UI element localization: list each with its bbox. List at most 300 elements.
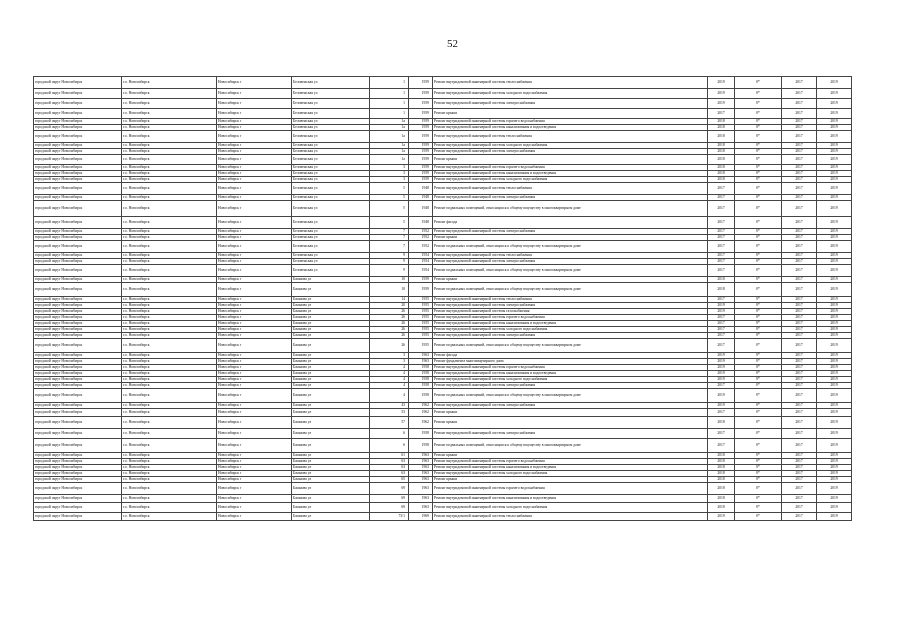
work-cell: Ремонт внутридомовой инженерной системы горячего водоснабжения xyxy=(433,483,708,495)
year-cell: 1948 xyxy=(409,217,433,229)
period-from-cell: 2017 xyxy=(782,109,817,119)
city-cell: Новосибирск г xyxy=(217,503,292,513)
flag-cell: 0* xyxy=(735,143,782,149)
house-cell: 5 xyxy=(370,195,409,201)
house-cell: 9 xyxy=(370,259,409,265)
work-cell: Ремонт внутридомовой инженерной системы канализования и водоотведения xyxy=(433,171,708,177)
plan-year-cell: 2017 xyxy=(708,339,735,353)
house-cell: 20 xyxy=(370,303,409,309)
period-to-cell: 2019 xyxy=(817,453,852,459)
flag-cell: 0* xyxy=(735,439,782,453)
okrug-cell: г.о. Новосибирск xyxy=(122,99,217,109)
district-cell: городской округ Новосибирск xyxy=(34,259,122,265)
district-cell: городской округ Новосибирск xyxy=(34,155,122,165)
house-cell: 1а xyxy=(370,125,409,131)
year-cell: 1958 xyxy=(409,371,433,377)
street-cell: Беловежская ул xyxy=(292,217,370,229)
city-cell: Новосибирск г xyxy=(217,495,292,503)
year-cell: 1952 xyxy=(409,229,433,235)
house-cell: 4 xyxy=(370,383,409,389)
period-from-cell: 2017 xyxy=(782,297,817,303)
okrug-cell: г.о. Новосибирск xyxy=(122,303,217,309)
period-from-cell: 2017 xyxy=(782,99,817,109)
work-cell: Ремонт фасада xyxy=(433,353,708,359)
house-cell: 69 xyxy=(370,483,409,495)
city-cell: Новосибирск г xyxy=(217,171,292,177)
city-cell: Новосибирск г xyxy=(217,283,292,297)
house-cell: 26 xyxy=(370,327,409,333)
year-cell: 1963 xyxy=(409,465,433,471)
period-from-cell: 2017 xyxy=(782,201,817,217)
house-cell: 1а xyxy=(370,149,409,155)
city-cell: Новосибирск г xyxy=(217,119,292,125)
period-from-cell: 2017 xyxy=(782,495,817,503)
period-from-cell: 2017 xyxy=(782,429,817,439)
plan-year-cell: 2017 xyxy=(708,265,735,277)
plan-year-cell: 2017 xyxy=(708,229,735,235)
street-cell: Бжинова ул xyxy=(292,309,370,315)
period-to-cell: 2019 xyxy=(817,195,852,201)
street-cell: Беловежская ул xyxy=(292,155,370,165)
period-from-cell: 2017 xyxy=(782,277,817,283)
city-cell: Новосибирск г xyxy=(217,389,292,403)
flag-cell: 0* xyxy=(735,171,782,177)
house-cell: 73/1 xyxy=(370,513,409,521)
flag-cell: 0* xyxy=(735,241,782,253)
table-row xyxy=(34,513,852,521)
year-cell: 1959 xyxy=(409,89,433,99)
okrug-cell: г.о. Новосибирск xyxy=(122,235,217,241)
okrug-cell: г.о. Новосибирск xyxy=(122,459,217,465)
house-cell: 63 xyxy=(370,459,409,465)
period-from-cell: 2017 xyxy=(782,371,817,377)
period-to-cell: 2019 xyxy=(817,259,852,265)
table-row xyxy=(34,217,852,229)
period-to-cell: 2019 xyxy=(817,177,852,183)
district-cell: городской округ Новосибирск xyxy=(34,365,122,371)
house-cell: 43 xyxy=(370,403,409,409)
city-cell: Новосибирск г xyxy=(217,403,292,409)
district-cell: городской округ Новосибирск xyxy=(34,327,122,333)
table-row xyxy=(34,265,852,277)
street-cell: Беловежская ул xyxy=(292,253,370,259)
city-cell: Новосибирск г xyxy=(217,165,292,171)
year-cell: 1955 xyxy=(409,303,433,309)
year-cell: 1959 xyxy=(409,119,433,125)
house-cell: 3 xyxy=(370,165,409,171)
work-cell: Ремонт внутридомовой инженерной системы горячего водоснабжения xyxy=(433,459,708,465)
plan-year-cell: 2018 xyxy=(708,131,735,143)
house-cell: 9 xyxy=(370,253,409,259)
street-cell: Бжинова ул xyxy=(292,327,370,333)
district-cell: городской округ Новосибирск xyxy=(34,297,122,303)
house-cell: 4 xyxy=(370,389,409,403)
year-cell: 1962 xyxy=(409,403,433,409)
period-to-cell: 2019 xyxy=(817,471,852,477)
work-cell: Ремонт внутридомовой инженерной системы горячего водоснабжения xyxy=(433,365,708,371)
year-cell: 1954 xyxy=(409,265,433,277)
street-cell: Беловежская ул xyxy=(292,119,370,125)
street-cell: Бжинова ул xyxy=(292,409,370,417)
year-cell: 1963 xyxy=(409,483,433,495)
street-cell: Беловежская ул xyxy=(292,171,370,177)
period-from-cell: 2017 xyxy=(782,149,817,155)
district-cell: городской округ Новосибирск xyxy=(34,165,122,171)
work-cell: Ремонт внутридомовой инженерной системы теплоснабжения xyxy=(433,297,708,303)
work-cell: Ремонт фасада xyxy=(433,217,708,229)
period-from-cell: 2017 xyxy=(782,409,817,417)
year-cell: 1962 xyxy=(409,417,433,429)
period-to-cell: 2019 xyxy=(817,201,852,217)
district-cell: городской округ Новосибирск xyxy=(34,229,122,235)
flag-cell: 0* xyxy=(735,315,782,321)
plan-year-cell: 2019 xyxy=(708,359,735,365)
city-cell: Новосибирск г xyxy=(217,99,292,109)
house-cell: 7 xyxy=(370,235,409,241)
period-to-cell: 2019 xyxy=(817,99,852,109)
period-to-cell: 2019 xyxy=(817,297,852,303)
flag-cell: 0* xyxy=(735,459,782,465)
plan-year-cell: 2019 xyxy=(708,377,735,383)
plan-year-cell: 2018 xyxy=(708,471,735,477)
plan-year-cell: 2018 xyxy=(708,143,735,149)
house-cell: 4 xyxy=(370,371,409,377)
period-to-cell: 2019 xyxy=(817,409,852,417)
okrug-cell: г.о. Новосибирск xyxy=(122,365,217,371)
period-to-cell: 2019 xyxy=(817,495,852,503)
street-cell: Беловежская ул xyxy=(292,77,370,89)
district-cell: городской округ Новосибирск xyxy=(34,459,122,465)
plan-year-cell: 2018 xyxy=(708,495,735,503)
district-cell: городской округ Новосибирск xyxy=(34,277,122,283)
street-cell: Беловежская ул xyxy=(292,125,370,131)
street-cell: Бжинова ул xyxy=(292,333,370,339)
plan-year-cell: 2017 xyxy=(708,327,735,333)
period-to-cell: 2019 xyxy=(817,477,852,483)
period-from-cell: 2017 xyxy=(782,377,817,383)
street-cell: Бжинова ул xyxy=(292,359,370,365)
period-from-cell: 2017 xyxy=(782,171,817,177)
city-cell: Новосибирск г xyxy=(217,371,292,377)
year-cell: 1958 xyxy=(409,389,433,403)
plan-year-cell: 2018 xyxy=(708,503,735,513)
house-cell: 10 xyxy=(370,277,409,283)
district-cell: городской округ Новосибирск xyxy=(34,217,122,229)
year-cell: 1958 xyxy=(409,429,433,439)
house-cell: 3 xyxy=(370,177,409,183)
city-cell: Новосибирск г xyxy=(217,297,292,303)
city-cell: Новосибирск г xyxy=(217,477,292,483)
work-cell: Ремонт внутридомовой инженерной системы теплоснабжения xyxy=(433,513,708,521)
plan-year-cell: 2018 xyxy=(708,483,735,495)
work-cell: Ремонт подвальных помещений, относящихся к общему имуществу в многоквартирном доме xyxy=(433,283,708,297)
street-cell: Беловежская ул xyxy=(292,177,370,183)
street-cell: Беловежская ул xyxy=(292,259,370,265)
period-from-cell: 2017 xyxy=(782,465,817,471)
street-cell: Беловежская ул xyxy=(292,131,370,143)
okrug-cell: г.о. Новосибирск xyxy=(122,513,217,521)
plan-year-cell: 2018 xyxy=(708,125,735,131)
city-cell: Новосибирск г xyxy=(217,241,292,253)
district-cell: городской округ Новосибирск xyxy=(34,513,122,521)
okrug-cell: г.о. Новосибирск xyxy=(122,471,217,477)
year-cell: 1955 xyxy=(409,297,433,303)
city-cell: Новосибирск г xyxy=(217,359,292,365)
period-from-cell: 2017 xyxy=(782,383,817,389)
city-cell: Новосибирск г xyxy=(217,309,292,315)
okrug-cell: г.о. Новосибирск xyxy=(122,359,217,365)
plan-year-cell: 2017 xyxy=(708,429,735,439)
district-cell: городской округ Новосибирск xyxy=(34,383,122,389)
district-cell: городской округ Новосибирск xyxy=(34,125,122,131)
period-to-cell: 2019 xyxy=(817,265,852,277)
flag-cell: 0* xyxy=(735,503,782,513)
flag-cell: 0* xyxy=(735,327,782,333)
okrug-cell: г.о. Новосибирск xyxy=(122,125,217,131)
okrug-cell: г.о. Новосибирск xyxy=(122,403,217,409)
period-to-cell: 2019 xyxy=(817,333,852,339)
period-to-cell: 2019 xyxy=(817,165,852,171)
period-to-cell: 2019 xyxy=(817,417,852,429)
period-to-cell: 2019 xyxy=(817,131,852,143)
street-cell: Беловежская ул xyxy=(292,265,370,277)
work-cell: Ремонт внутридомовой инженерной системы холодного водоснабжения xyxy=(433,177,708,183)
street-cell: Беловежская ул xyxy=(292,149,370,155)
year-cell: 1963 xyxy=(409,471,433,477)
flag-cell: 0* xyxy=(735,483,782,495)
flag-cell: 0* xyxy=(735,403,782,409)
plan-year-cell: 2017 xyxy=(708,383,735,389)
plan-year-cell: 2018 xyxy=(708,119,735,125)
work-cell: Ремонт внутридомовой инженерной системы теплоснабжения xyxy=(433,131,708,143)
district-cell: городской округ Новосибирск xyxy=(34,429,122,439)
flag-cell: 0* xyxy=(735,453,782,459)
okrug-cell: г.о. Новосибирск xyxy=(122,259,217,265)
house-cell: 10 xyxy=(370,283,409,297)
work-cell: Ремонт внутридомовой инженерной системы холодного водоснабжения xyxy=(433,327,708,333)
flag-cell: 0* xyxy=(735,155,782,165)
district-cell: городской округ Новосибирск xyxy=(34,353,122,359)
okrug-cell: г.о. Новосибирск xyxy=(122,321,217,327)
period-from-cell: 2017 xyxy=(782,195,817,201)
page-number: 52 xyxy=(447,38,458,50)
house-cell: 1а xyxy=(370,131,409,143)
okrug-cell: г.о. Новосибирск xyxy=(122,327,217,333)
house-cell: 5 xyxy=(370,201,409,217)
street-cell: Беловежская ул xyxy=(292,229,370,235)
period-from-cell: 2017 xyxy=(782,283,817,297)
work-cell: Ремонт внутридомовой инженерной системы теплоснабжения xyxy=(433,183,708,195)
period-from-cell: 2017 xyxy=(782,471,817,477)
city-cell: Новосибирск г xyxy=(217,217,292,229)
year-cell: 1955 xyxy=(409,321,433,327)
house-cell: 63 xyxy=(370,471,409,477)
year-cell: 1959 xyxy=(409,143,433,149)
flag-cell: 0* xyxy=(735,183,782,195)
city-cell: Новосибирск г xyxy=(217,143,292,149)
table-row xyxy=(34,183,852,195)
street-cell: Беловежская ул xyxy=(292,99,370,109)
work-cell: Ремонт внутридомовой инженерной системы электроснабжения xyxy=(433,333,708,339)
plan-year-cell: 2019 xyxy=(708,513,735,521)
district-cell: городской округ Новосибирск xyxy=(34,315,122,321)
plan-year-cell: 2018 xyxy=(708,171,735,177)
work-cell: Ремонт внутридомовой инженерной системы холодного водоснабжения xyxy=(433,143,708,149)
house-cell: 1 xyxy=(370,99,409,109)
district-cell: городской округ Новосибирск xyxy=(34,77,122,89)
house-cell: 26 xyxy=(370,333,409,339)
period-to-cell: 2019 xyxy=(817,383,852,389)
city-cell: Новосибирск г xyxy=(217,131,292,143)
flag-cell: 0* xyxy=(735,259,782,265)
city-cell: Новосибирск г xyxy=(217,77,292,89)
year-cell: 1959 xyxy=(409,149,433,155)
plan-year-cell: 2018 xyxy=(708,459,735,465)
okrug-cell: г.о. Новосибирск xyxy=(122,383,217,389)
work-cell: Ремонт внутридомовой инженерной системы холодного водоснабжения xyxy=(433,377,708,383)
plan-year-cell: 2018 xyxy=(708,417,735,429)
plan-year-cell: 2017 xyxy=(708,315,735,321)
period-to-cell: 2019 xyxy=(817,389,852,403)
plan-year-cell: 2017 xyxy=(708,259,735,265)
okrug-cell: г.о. Новосибирск xyxy=(122,353,217,359)
okrug-cell: г.о. Новосибирск xyxy=(122,253,217,259)
city-cell: Новосибирск г xyxy=(217,235,292,241)
street-cell: Беловежская ул xyxy=(292,89,370,99)
table-row xyxy=(34,483,852,495)
work-cell: Ремонт подвальных помещений, относящихся к общему имуществу в многоквартирном доме xyxy=(433,201,708,217)
flag-cell: 0* xyxy=(735,217,782,229)
street-cell: Бжинова ул xyxy=(292,377,370,383)
year-cell: 1959 xyxy=(409,171,433,177)
period-from-cell: 2017 xyxy=(782,477,817,483)
city-cell: Новосибирск г xyxy=(217,229,292,235)
okrug-cell: г.о. Новосибирск xyxy=(122,109,217,119)
period-to-cell: 2019 xyxy=(817,465,852,471)
period-from-cell: 2017 xyxy=(782,177,817,183)
work-cell: Ремонт крыши xyxy=(433,417,708,429)
okrug-cell: г.о. Новосибирск xyxy=(122,339,217,353)
repair-program-table xyxy=(33,76,852,521)
okrug-cell: г.о. Новосибирск xyxy=(122,195,217,201)
plan-year-cell: 2018 xyxy=(708,277,735,283)
plan-year-cell: 2019 xyxy=(708,99,735,109)
period-to-cell: 2019 xyxy=(817,125,852,131)
plan-year-cell: 2017 xyxy=(708,235,735,241)
year-cell: 1959 xyxy=(409,131,433,143)
house-cell: 5 xyxy=(370,217,409,229)
period-from-cell: 2017 xyxy=(782,155,817,165)
house-cell: 4 xyxy=(370,365,409,371)
house-cell: 4 xyxy=(370,377,409,383)
plan-year-cell: 2018 xyxy=(708,177,735,183)
year-cell: 1955 xyxy=(409,315,433,321)
street-cell: Бжинова ул xyxy=(292,297,370,303)
house-cell: 26 xyxy=(370,315,409,321)
street-cell: Бжинова ул xyxy=(292,277,370,283)
period-to-cell: 2019 xyxy=(817,309,852,315)
flag-cell: 0* xyxy=(735,471,782,477)
table-row xyxy=(34,109,852,119)
street-cell: Бжинова ул xyxy=(292,477,370,483)
district-cell: городской округ Новосибирск xyxy=(34,409,122,417)
district-cell: городской округ Новосибирск xyxy=(34,439,122,453)
plan-year-cell: 2017 xyxy=(708,195,735,201)
street-cell: Беловежская ул xyxy=(292,183,370,195)
district-cell: городской округ Новосибирск xyxy=(34,303,122,309)
year-cell: 1959 xyxy=(409,283,433,297)
period-to-cell: 2019 xyxy=(817,321,852,327)
house-cell: 7 xyxy=(370,241,409,253)
district-cell: городской округ Новосибирск xyxy=(34,403,122,409)
street-cell: Бжинова ул xyxy=(292,459,370,465)
house-cell: 14 xyxy=(370,297,409,303)
plan-year-cell: 2017 xyxy=(708,439,735,453)
year-cell: 1955 xyxy=(409,309,433,315)
period-from-cell: 2017 xyxy=(782,253,817,259)
house-cell: 3 xyxy=(370,171,409,177)
okrug-cell: г.о. Новосибирск xyxy=(122,201,217,217)
house-cell: 61 xyxy=(370,453,409,459)
district-cell: городской округ Новосибирск xyxy=(34,119,122,125)
city-cell: Новосибирск г xyxy=(217,89,292,99)
year-cell: 1955 xyxy=(409,333,433,339)
okrug-cell: г.о. Новосибирск xyxy=(122,495,217,503)
flag-cell: 0* xyxy=(735,365,782,371)
work-cell: Ремонт подвальных помещений, относящихся к общему имуществу в многоквартирном доме xyxy=(433,339,708,353)
plan-year-cell: 2018 xyxy=(708,465,735,471)
plan-year-cell: 2017 xyxy=(708,241,735,253)
period-to-cell: 2019 xyxy=(817,359,852,365)
district-cell: городской округ Новосибирск xyxy=(34,417,122,429)
period-from-cell: 2017 xyxy=(782,359,817,365)
work-cell: Ремонт внутридомовой инженерной системы горячего водоснабжения xyxy=(433,119,708,125)
district-cell: городской округ Новосибирск xyxy=(34,183,122,195)
flag-cell: 0* xyxy=(735,165,782,171)
work-cell: Ремонт внутридомовой инженерной системы канализования и водоотведения xyxy=(433,465,708,471)
city-cell: Новосибирск г xyxy=(217,365,292,371)
table-body xyxy=(34,77,852,521)
district-cell: городской округ Новосибирск xyxy=(34,377,122,383)
work-cell: Ремонт подвальных помещений, относящихся к общему имуществу в многоквартирном доме xyxy=(433,439,708,453)
street-cell: Бжинова ул xyxy=(292,283,370,297)
period-from-cell: 2017 xyxy=(782,321,817,327)
street-cell: Бжинова ул xyxy=(292,339,370,353)
house-cell: 65 xyxy=(370,477,409,483)
period-to-cell: 2019 xyxy=(817,89,852,99)
house-cell: 7 xyxy=(370,229,409,235)
period-from-cell: 2017 xyxy=(782,165,817,171)
work-cell: Ремонт крыши xyxy=(433,109,708,119)
plan-year-cell: 2019 xyxy=(708,403,735,409)
year-cell: 1959 xyxy=(409,99,433,109)
flag-cell: 0* xyxy=(735,177,782,183)
work-cell: Ремонт фундамента многоквартирного дома xyxy=(433,359,708,365)
flag-cell: 0* xyxy=(735,495,782,503)
plan-year-cell: 2019 xyxy=(708,77,735,89)
okrug-cell: г.о. Новосибирск xyxy=(122,283,217,297)
city-cell: Новосибирск г xyxy=(217,195,292,201)
period-from-cell: 2017 xyxy=(782,265,817,277)
okrug-cell: г.о. Новосибирск xyxy=(122,265,217,277)
okrug-cell: г.о. Новосибирск xyxy=(122,277,217,283)
okrug-cell: г.о. Новосибирск xyxy=(122,77,217,89)
okrug-cell: г.о. Новосибирск xyxy=(122,477,217,483)
work-cell: Ремонт внутридомовой инженерной системы канализования и водоотведения xyxy=(433,495,708,503)
street-cell: Бжинова ул xyxy=(292,371,370,377)
plan-year-cell: 2018 xyxy=(708,155,735,165)
okrug-cell: г.о. Новосибирск xyxy=(122,309,217,315)
